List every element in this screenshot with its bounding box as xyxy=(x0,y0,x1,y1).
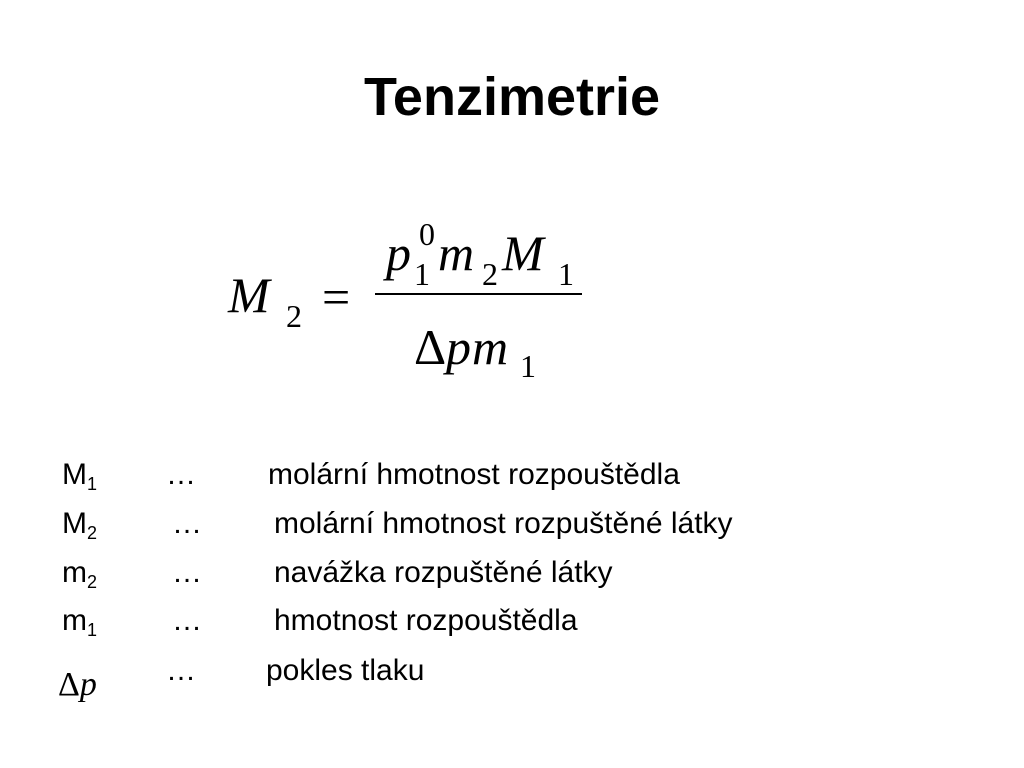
legend-description: navážka rozpuštěné látky xyxy=(274,556,613,589)
formula-numerator-m: m xyxy=(438,225,475,281)
formula-lhs-subscript: 2 xyxy=(286,298,302,334)
formula-denominator-m: m xyxy=(472,319,509,375)
slide-title: Tenzimetrie xyxy=(363,67,661,127)
legend-ellipsis: … xyxy=(172,556,202,589)
formula-lhs-symbol: M xyxy=(228,267,270,323)
formula-numerator-p: p xyxy=(386,225,411,281)
formula-numerator-m-subscript: 2 xyxy=(482,256,498,292)
legend-description: hmotnost rozpouštědla xyxy=(274,604,578,637)
formula-denominator-p: p xyxy=(446,319,471,375)
legend-description: molární hmotnost rozpouštědla xyxy=(268,458,680,491)
legend-symbol: $M_2$ xyxy=(62,507,98,543)
legend-symbol: $m_2$ xyxy=(62,556,98,592)
formula-equals-sign: = xyxy=(322,269,351,325)
legend-symbol: $M_1$ xyxy=(62,458,98,494)
formula-numerator-M: M xyxy=(502,225,544,281)
formula-denominator-m-subscript: 1 xyxy=(520,348,536,384)
legend-ellipsis: … xyxy=(172,507,202,540)
legend-ellipsis: … xyxy=(166,654,196,687)
legend-symbol: $m_1$ xyxy=(62,604,98,640)
formula-numerator-p-superscript: 0 xyxy=(419,216,435,252)
legend-ellipsis: … xyxy=(166,458,196,491)
legend-description: pokles tlaku xyxy=(266,654,425,687)
formula-numerator-M-subscript: 1 xyxy=(558,256,574,292)
legend-description: molární hmotnost rozpuštěné látky xyxy=(274,507,733,540)
formula-denominator-delta: Δ xyxy=(414,319,447,375)
legend-ellipsis: … xyxy=(172,604,202,637)
formula-numerator-p-subscript: 1 xyxy=(414,256,430,292)
legend-symbol: Δp xyxy=(58,666,97,703)
